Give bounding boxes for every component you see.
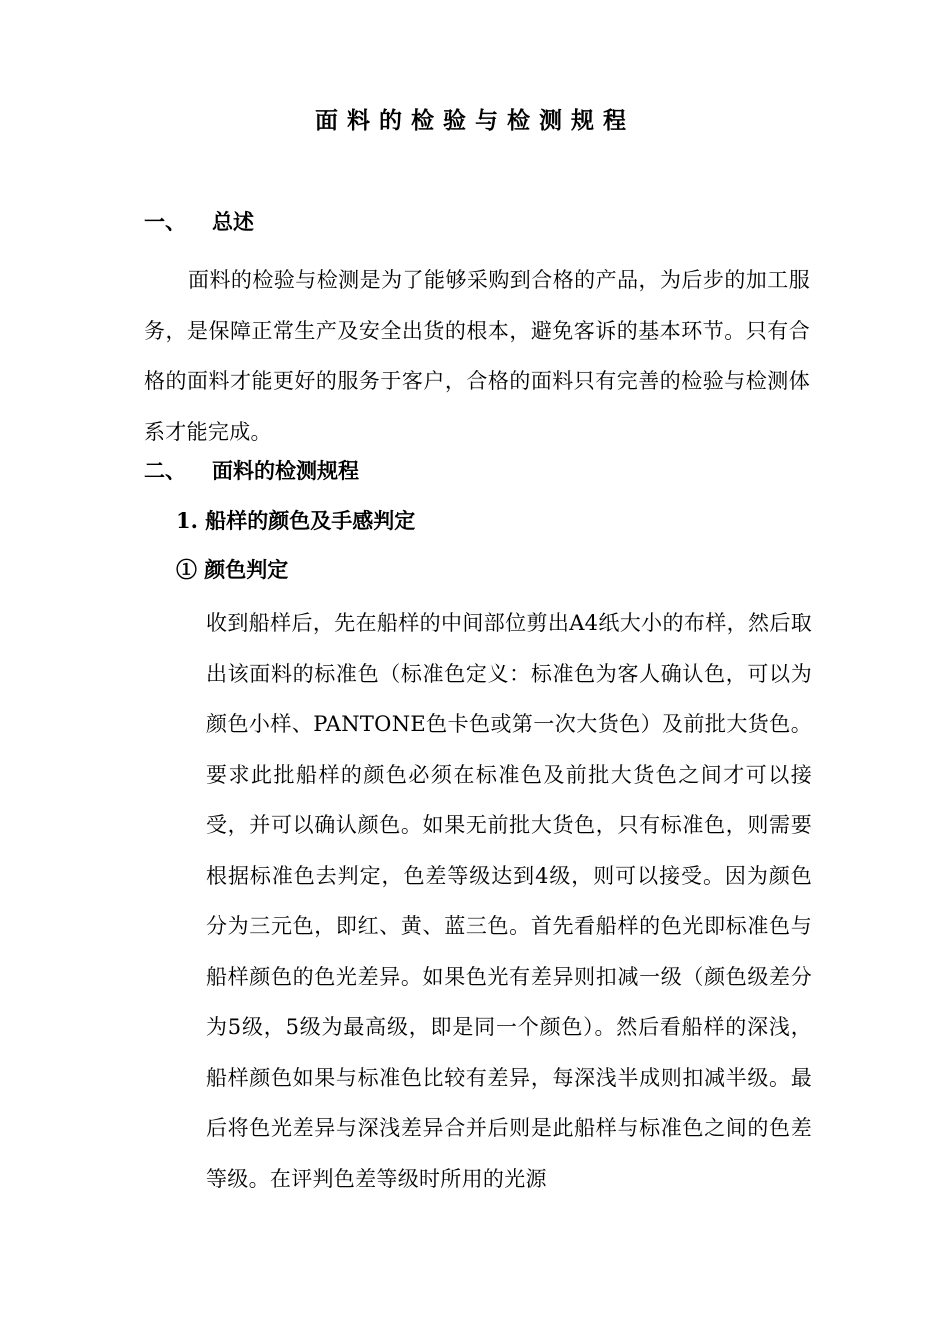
item-heading-color-judgment: ① 颜色判定 [176, 557, 289, 582]
section-title: 面料的检测规程 [212, 458, 359, 483]
subsection-heading: 1. 船样的颜色及手感判定 [176, 508, 416, 533]
color-judgment-paragraph: 收到船样后，先在船样的中间部位剪出A4纸大小的布样，然后取出该面料的标准色（标准色定义：标准色为客人确认色，可以为颜色小样、PANTONE色卡色或第一次大货色）及前批大货色。要求此批船样的颜色必须在标准色及前批大货色之间才可以接受，并可以确认颜色。如果无前批大货色，只有标准色，则需要根据标准色去判定，色差等级达到4级，则可以接受。因为颜色分为三元色，即红、黄、蓝三色。首先看船样的色光即标准色与船样颜色的色光差异。如果色光有差异则扣减一级（颜色级差分为5级，5级为最高级，即是同一个颜色）。然后看船样的深浅，船样颜色如果与标准色比较有差异，每深浅半成则扣减半级。最后将色光差异与深浅差异合并后则是此船样与标准色之间的色差等级。在评判色差等级时所用的光源 [206, 611, 812, 1191]
section-heading-testing-rules [144, 455, 359, 487]
section-number: 一、 [144, 209, 186, 234]
section-number: 二、 [144, 458, 186, 483]
overview-paragraph: 面料的检验与检测是为了能够采购到合格的产品，为后步的加工服务，是保障正常生产及安全出货的根本，避免客诉的基本环节。只有合格的面料才能更好的服务于客户，合格的面料只有完善的检验与检测体系才能完成。 [144, 268, 810, 444]
section-heading-overview [144, 206, 254, 238]
section-title: 总述 [212, 209, 254, 234]
document-title: 面料的检验与检测规程 [315, 107, 635, 134]
